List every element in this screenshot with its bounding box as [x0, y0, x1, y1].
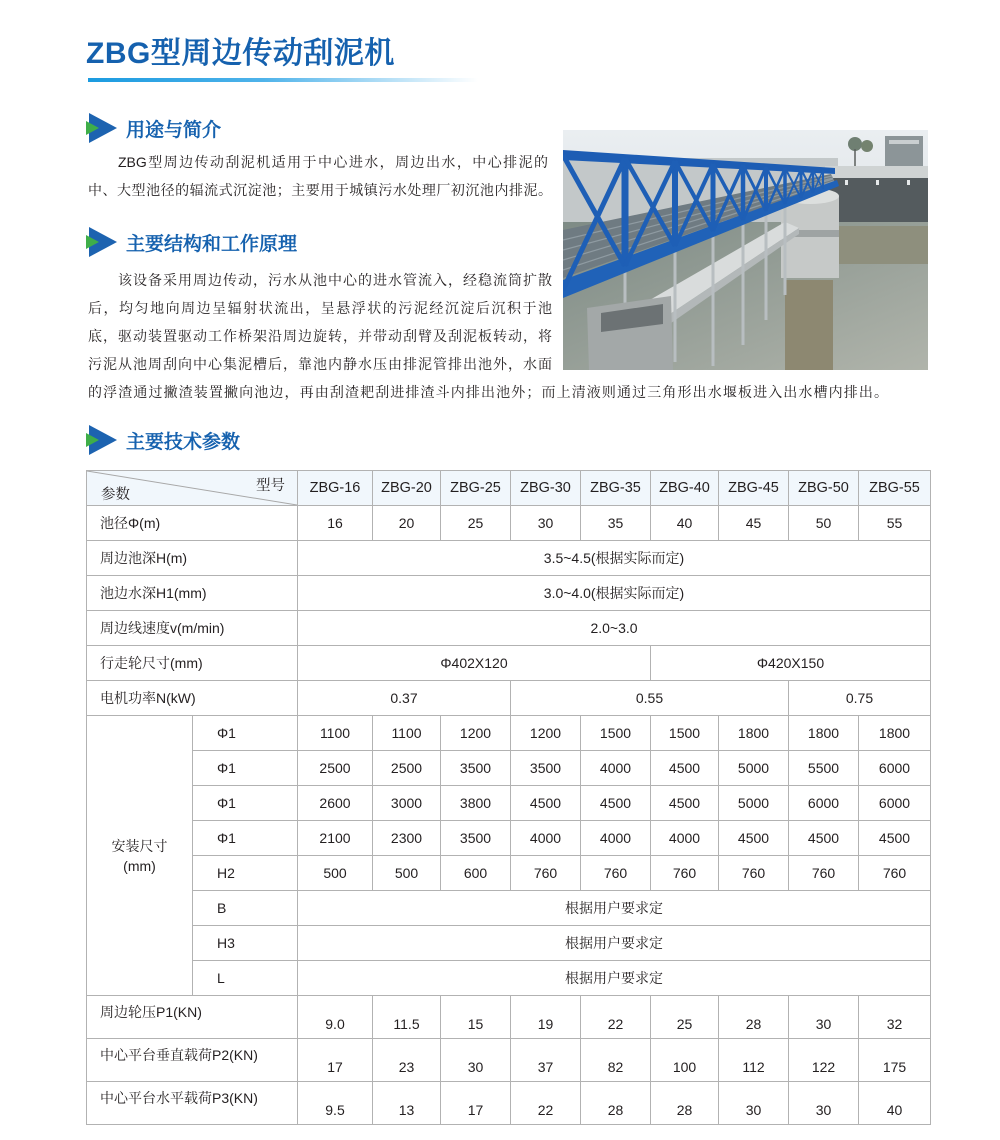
table-header-row [87, 471, 931, 506]
table-cell: 1800 [719, 716, 789, 751]
table-cell: 760 [581, 856, 651, 891]
section-title: 主要结构和工作原理 [126, 233, 298, 255]
table-cell: 4500 [511, 786, 581, 821]
play-arrow-bullet-icon [86, 424, 118, 456]
row-label: 周边池深H(m) [87, 541, 298, 576]
table-cell: 4000 [651, 821, 719, 856]
table-cell: 122 [789, 1039, 859, 1082]
table-cell: 3500 [441, 821, 511, 856]
table-cell: 4500 [651, 786, 719, 821]
table-row-wheel-pressure [87, 996, 931, 1039]
model-header: ZBG-55 [859, 471, 931, 506]
table-cell: 32 [859, 996, 931, 1039]
model-header: ZBG-16 [298, 471, 373, 506]
model-header: ZBG-45 [719, 471, 789, 506]
sub-row-label: B [193, 891, 298, 926]
table-row-install-size [87, 751, 931, 786]
paragraph-line: ZBG型周边传动刮泥机适用于中心进水，周边出水，中心排泥的 [118, 154, 548, 170]
table-cell: 11.5 [373, 996, 441, 1039]
table-cell: 55 [859, 506, 931, 541]
table-cell: 19 [511, 996, 581, 1039]
table-cell: 3500 [441, 751, 511, 786]
table-cell: 760 [719, 856, 789, 891]
table-cell: 1500 [651, 716, 719, 751]
row-label: 行走轮尺寸(mm) [87, 646, 298, 681]
table-cell: 5000 [719, 786, 789, 821]
table-cell: 112 [719, 1039, 789, 1082]
table-cell: 4500 [719, 821, 789, 856]
paragraph-line: 该设备采用周边传动，污水从池中心的进水管流入，经稳流筒扩散 [118, 272, 552, 288]
table-cell: 30 [441, 1039, 511, 1082]
table-cell-merged: 2.0~3.0 [298, 611, 931, 646]
table-cell-merged: 根据用户要求定 [298, 891, 931, 926]
table-row-pool-diameter [87, 506, 931, 541]
table-corner-header [87, 471, 298, 506]
row-label: 周边轮压P1(KN) [87, 996, 298, 1039]
title-underline [88, 78, 478, 82]
row-label: 中心平台垂直载荷P2(KN) [87, 1039, 298, 1082]
table-cell: 2500 [373, 751, 441, 786]
row-label: 池边水深H1(mm) [87, 576, 298, 611]
table-cell-merged: 根据用户要求定 [298, 926, 931, 961]
table-cell-merged: Φ402X120 [298, 646, 651, 681]
table-cell: 1200 [511, 716, 581, 751]
table-cell: 4000 [581, 751, 651, 786]
table-cell-merged: 3.0~4.0(根据实际而定) [298, 576, 931, 611]
table-row-install-size [87, 891, 931, 926]
table-cell: 45 [719, 506, 789, 541]
row-label: 周边线速度v(m/min) [87, 611, 298, 646]
table-cell: 760 [511, 856, 581, 891]
table-cell: 3000 [373, 786, 441, 821]
table-cell: 82 [581, 1039, 651, 1082]
table-cell: 500 [298, 856, 373, 891]
table-cell: 5000 [719, 751, 789, 786]
section-heading-structure [86, 226, 297, 258]
table-cell: 2300 [373, 821, 441, 856]
sub-row-label: Φ1 [193, 751, 298, 786]
sub-row-label: Φ1 [193, 821, 298, 856]
table-row-wheel-size [87, 646, 931, 681]
table-cell: 760 [651, 856, 719, 891]
table-cell: 40 [859, 1082, 931, 1125]
spec-table [86, 470, 931, 1125]
table-cell: 40 [651, 506, 719, 541]
sub-row-label: H2 [193, 856, 298, 891]
table-cell: 23 [373, 1039, 441, 1082]
model-header: ZBG-25 [441, 471, 511, 506]
model-header: ZBG-20 [373, 471, 441, 506]
play-arrow-bullet-icon [86, 112, 118, 144]
structure-paragraph [88, 266, 888, 406]
table-cell: 1200 [441, 716, 511, 751]
table-row-horizontal-load [87, 1082, 931, 1125]
paragraph-line: 底，驱动装置驱动工作桥架沿周边旋转，并带动刮臂及刮泥板转动，将 [88, 328, 552, 344]
paragraph-line: 中、大型池径的辐流式沉淀池；主要用于城镇污水处理厂初沉池内排泥。 [88, 182, 552, 198]
play-arrow-bullet-icon [86, 226, 118, 258]
table-row-install-size [87, 821, 931, 856]
table-cell: 3800 [441, 786, 511, 821]
table-cell: 30 [511, 506, 581, 541]
paragraph-line: 后，均匀地向周边呈辐射状流出，呈悬浮状的污泥经沉淀后沉积于池 [88, 300, 552, 316]
table-cell: 25 [651, 996, 719, 1039]
table-cell: 37 [511, 1039, 581, 1082]
table-row-peripheral-speed [87, 611, 931, 646]
sub-row-label: Φ1 [193, 716, 298, 751]
table-cell-merged: 根据用户要求定 [298, 961, 931, 996]
paragraph-line: 污泥从池周刮向中心集泥槽后，靠池内静水压由排泥管排出池外，水面 [88, 356, 552, 372]
table-cell: 500 [373, 856, 441, 891]
table-cell: 17 [441, 1082, 511, 1125]
table-cell: 17 [298, 1039, 373, 1082]
table-row-install-size [87, 786, 931, 821]
table-cell: 2100 [298, 821, 373, 856]
table-row-edge-water-depth [87, 576, 931, 611]
section-heading-intro [86, 112, 221, 144]
table-cell: 22 [511, 1082, 581, 1125]
table-cell: 100 [651, 1039, 719, 1082]
page-title: ZBG型周边传动刮泥机 [86, 37, 395, 70]
table-cell: 9.5 [298, 1082, 373, 1125]
table-row-vertical-load [87, 1039, 931, 1082]
table-cell: 35 [581, 506, 651, 541]
table-cell: 760 [789, 856, 859, 891]
table-row-install-size [87, 961, 931, 996]
table-cell: 30 [789, 996, 859, 1039]
table-cell-merged: 0.75 [789, 681, 931, 716]
install-size-group-label [87, 716, 193, 996]
table-cell: 1100 [298, 716, 373, 751]
param-axis-label: 参数 [101, 487, 130, 503]
table-cell: 4000 [511, 821, 581, 856]
table-cell: 4500 [859, 821, 931, 856]
table-cell: 6000 [859, 786, 931, 821]
sub-row-label: Φ1 [193, 786, 298, 821]
table-cell: 30 [789, 1082, 859, 1125]
intro-paragraph [88, 148, 552, 204]
table-cell: 2500 [298, 751, 373, 786]
model-axis-label: 型号 [256, 478, 285, 494]
table-cell: 15 [441, 996, 511, 1039]
table-cell: 1500 [581, 716, 651, 751]
table-cell-merged: 3.5~4.5(根据实际而定) [298, 541, 931, 576]
table-cell: 4500 [651, 751, 719, 786]
table-cell: 6000 [789, 786, 859, 821]
model-header: ZBG-40 [651, 471, 719, 506]
table-row-install-size [87, 926, 931, 961]
model-header: ZBG-30 [511, 471, 581, 506]
table-cell: 1800 [859, 716, 931, 751]
table-cell: 2600 [298, 786, 373, 821]
table-cell: 1800 [789, 716, 859, 751]
table-cell: 22 [581, 996, 651, 1039]
table-cell: 50 [789, 506, 859, 541]
table-cell: 4500 [789, 821, 859, 856]
table-cell: 13 [373, 1082, 441, 1125]
section-title: 用途与简介 [126, 119, 222, 141]
table-row-install-size [87, 716, 931, 751]
install-size-unit: (mm) [123, 857, 156, 874]
row-label: 中心平台水平载荷P3(KN) [87, 1082, 298, 1125]
model-header: ZBG-35 [581, 471, 651, 506]
table-cell: 3500 [511, 751, 581, 786]
table-cell: 16 [298, 506, 373, 541]
table-cell: 28 [651, 1082, 719, 1125]
table-cell: 30 [719, 1082, 789, 1125]
table-cell: 9.0 [298, 996, 373, 1039]
row-label: 池径Φ(m) [87, 506, 298, 541]
table-cell: 25 [441, 506, 511, 541]
table-cell: 4000 [581, 821, 651, 856]
row-label: 电机功率N(kW) [87, 681, 298, 716]
paragraph-line: 的浮渣通过撇渣装置撇向池边，再由刮渣耙刮进排渣斗内排出池外；而上清液则通过三角形出水堰板进入出水槽内排出。 [88, 384, 888, 400]
table-cell: 5500 [789, 751, 859, 786]
table-cell: 20 [373, 506, 441, 541]
install-size-label: 安装尺寸 [111, 837, 168, 854]
table-cell: 6000 [859, 751, 931, 786]
section-title: 主要技术参数 [126, 431, 241, 453]
table-cell: 175 [859, 1039, 931, 1082]
table-cell: 1100 [373, 716, 441, 751]
table-cell: 4500 [581, 786, 651, 821]
table-cell: 28 [719, 996, 789, 1039]
model-header: ZBG-50 [789, 471, 859, 506]
table-cell: 600 [441, 856, 511, 891]
table-row-perimeter-depth [87, 541, 931, 576]
sub-row-label: H3 [193, 926, 298, 961]
table-cell-merged: Φ420X150 [651, 646, 931, 681]
table-cell: 28 [581, 1082, 651, 1125]
table-cell: 760 [859, 856, 931, 891]
table-cell-merged: 0.55 [511, 681, 789, 716]
table-cell-merged: 0.37 [298, 681, 511, 716]
table-row-install-size [87, 856, 931, 891]
sub-row-label: L [193, 961, 298, 996]
table-row-motor-power [87, 681, 931, 716]
section-heading-specs [86, 424, 240, 456]
